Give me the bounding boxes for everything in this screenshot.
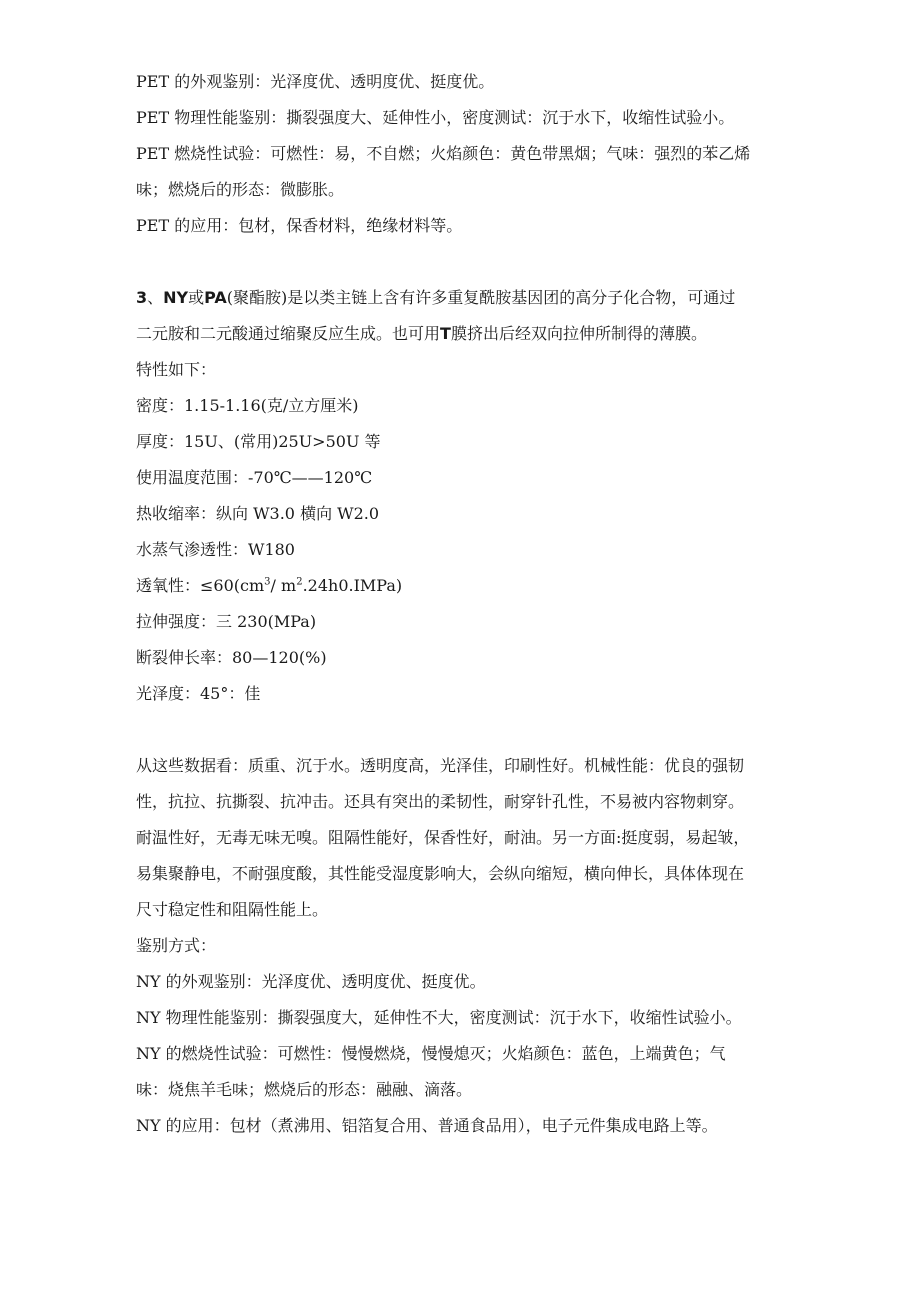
ny-section-number: 3 [136,288,148,307]
document-page [136,64,816,1144]
ny-summary-line2: 性，抗拉、抗撕裂、抗冲击。还具有突出的柔韧性，耐穿针孔性，不易被内容物刺穿。 [136,792,745,811]
ny-heading-or: 或 [188,288,205,307]
ny-tensile: 拉伸强度：三 230(MPa) [136,612,317,631]
ny-heading-l2a: 二元胺和二元酸通过缩聚反应生成。也可用 [136,324,441,343]
ny-heading-rest: (聚酯胺)是以类主链上含有许多重复酰胺基因团的高分子化合物，可通过 [226,288,736,307]
pet-combustion-line2: 味；燃烧后的形态：微膨胀。 [136,180,345,199]
ny-appearance: NY 的外观鉴别：光泽度优、透明度优、挺度优。 [136,972,486,991]
ny-heading-line1 [136,280,816,316]
ny-heading-sep: 、 [147,288,164,307]
ny-density: 密度：1.15-1.16(克/立方厘米) [136,396,359,415]
pet-physical: PET 物理性能鉴别：撕裂强度大、延伸性小，密度测试：沉于水下，收缩性试验小。 [136,108,735,127]
ny-application: NY 的应用：包材（煮沸用、铝箔复合用、普通食品用），电子元件集成电路上等。 [136,1116,718,1135]
ny-vapor: 水蒸气渗透性：W180 [136,540,295,559]
ny-summary-line1: 从这些数据看：质重、沉于水。透明度高，光泽佳，印刷性好。机械性能：优良的强韧 [136,756,745,775]
ny-oxygen-a: 透氧性：≤60(cm [136,576,265,595]
ny-shrink: 热收缩率：纵向 W3.0 横向 W2.0 [136,504,380,523]
ny-elongation: 断裂伸长率：80—120(%) [136,648,327,667]
ny-heading-l2b: 膜挤出后经双向拉伸所制得的薄膜。 [450,324,707,343]
ny-summary-line3: 耐温性好，无毒无味无嗅。阻隔性能好，保香性好，耐油。另一方面:挺度弱，易起皱， [136,828,750,847]
ny-oxygen-sup2: 2 [296,576,303,588]
ny-temp-range: 使用温度范围：-70℃——120℃ [136,468,373,487]
section-gap [136,712,816,748]
ny-oxygen-b: / m [270,576,297,595]
ny-physical: NY 物理性能鉴别：撕裂强度大，延伸性不大，密度测试：沉于水下，收缩性试验小。 [136,1008,742,1027]
ny-combustion-line1: NY 的燃烧性试验：可燃性：慢慢燃烧，慢慢熄灭；火焰颜色：蓝色，上端黄色；气 [136,1044,726,1063]
ny-oxygen-sup1: 3 [264,576,271,588]
ny-heading-ny: NY [163,288,189,307]
pet-combustion-line1: PET 燃烧性试验：可燃性：易，不自燃；火焰颜色：黄色带黑烟；气味：强烈的苯乙烯 [136,144,751,163]
ny-summary-line4: 易集聚静电，不耐强度酸，其性能受湿度影响大，会纵向缩短，横向伸长，具体体现在 [136,864,745,883]
pet-application: PET 的应用：包材，保香材料，绝缘材料等。 [136,216,463,235]
ny-oxygen-c: .24h0.IMPa) [302,576,403,595]
ny-heading-pa: PA [204,288,227,307]
ny-heading-t: T [440,324,451,343]
ny-heading-line2 [136,316,816,352]
ny-thickness: 厚度：15U、(常用)25U>50U 等 [136,432,381,451]
ny-oxygen [136,568,816,604]
pet-appearance: PET 的外观鉴别：光泽度优、透明度优、挺度优。 [136,72,495,91]
ny-gloss: 光泽度：45°：佳 [136,684,261,703]
section-gap [136,244,816,280]
ny-ident-intro: 鉴别方式： [136,936,217,955]
ny-summary-line5: 尺寸稳定性和阻隔性能上。 [136,900,329,919]
ny-props-intro: 特性如下： [136,360,217,379]
ny-combustion-line2: 味：烧焦羊毛味；燃烧后的形态：融融、滴落。 [136,1080,473,1099]
